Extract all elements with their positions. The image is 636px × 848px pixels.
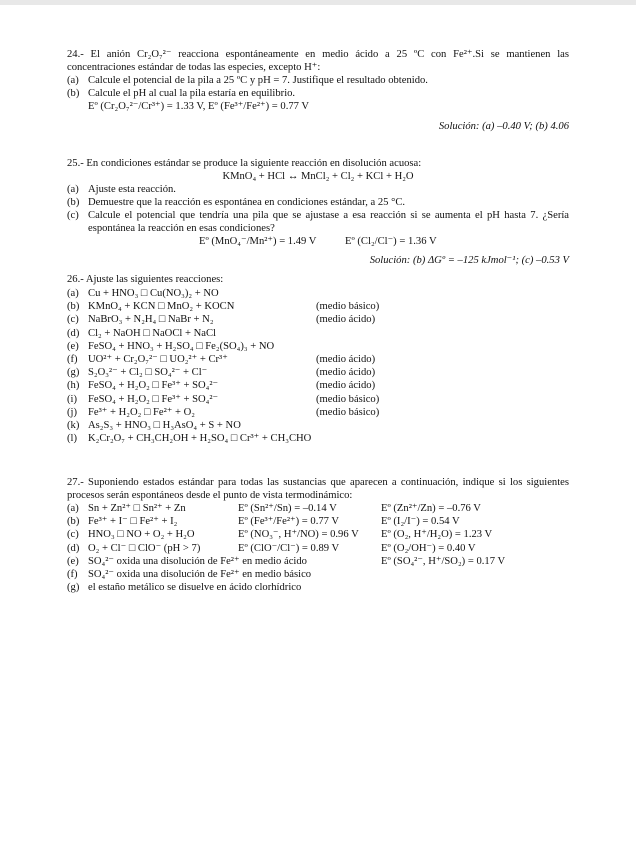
q25-b-text: Demuestre que la reacción es espontánea en condiciones estándar, a 25 °C. <box>88 197 406 208</box>
q27-item-label: (b) <box>67 516 80 528</box>
q27-item-label: (c) <box>67 529 79 541</box>
q25-c-text-line2: espontánea la reacción en esas condiciones? <box>88 223 275 234</box>
q27-item-potential-1: Eº (ClO⁻/Cl⁻) = 0.89 V <box>238 542 340 554</box>
q26-item-label: (a) <box>67 288 79 299</box>
q27-item-process: SO₄²⁻ oxida una disolución de Fe²⁺ en medio ácido <box>88 555 307 567</box>
q27-item-label: (a) <box>67 503 79 514</box>
q25-statement: 25.- En condiciones estándar se produce la siguiente reacción en disolución acuosa: <box>67 158 422 169</box>
q27-item-process: Fe³⁺ + I⁻ □ Fe²⁺ + I₂ <box>88 516 178 528</box>
q25-solution: Solución: (b) ΔGº = –125 kJmol⁻¹; (c) –0.53 V <box>369 255 569 266</box>
q25-data2: Eº (Cl₂/Cl⁻) = 1.36 V <box>345 236 437 247</box>
q27-item-potential-2: Eº (O₂/OH⁻) = 0.40 V <box>381 542 476 554</box>
q25-a-label: (a) <box>67 184 79 195</box>
q26-item-label: (c) <box>67 314 79 326</box>
q24-a-text: Calcule el potencial de la pila a 25 ºC y pH = 7. Justifique el resultado obtenido. <box>88 75 428 86</box>
q26-item-equation: KMnO₄ + KCN □ MnO₂ + KOCN <box>88 301 235 313</box>
q27-statement-line1: 27.- Suponiendo estados estándar para todas las sustancias que aparecen a continuación, indique si los siguientes <box>67 477 569 488</box>
q26-item-equation: Cl₂ + NaOH □ NaOCl + NaCl <box>88 327 216 339</box>
q26-item-medium: (medio ácido) <box>316 314 376 326</box>
q24-statement-line2: concentraciones estándar de todas las especies, excepto H⁺: <box>67 62 321 73</box>
q26-item-equation: K₂Cr₂O₇ + CH₃CH₂OH + H₂SO₄ □ Cr³⁺ + CH₃CHO <box>88 433 312 445</box>
q24-data: Eº (Cr₂O₇²⁻/Cr³⁺) = 1.33 V, Eº (Fe³⁺/Fe²⁺) = 0.77 V <box>88 101 310 112</box>
q27-item-potential-2: Eº (Zn²⁺/Zn) = –0.76 V <box>381 503 481 514</box>
q27-item-process: Sn + Zn²⁺ □ Sn²⁺ + Zn <box>88 503 186 514</box>
q25-c-text-line1: Calcule el potencial que tendría una pila que se ajustase a esa reacción si se aumenta el pH hasta 7. ¿Sería <box>88 210 569 221</box>
q26-item-label: (h) <box>67 380 80 392</box>
q26-item-label: (j) <box>67 406 77 418</box>
top-edge <box>0 0 636 5</box>
q24-statement-line1: 24.- El anión Cr₂O₇²⁻ reacciona espontáneamente en medio ácido a 25 ºC con Fe²⁺.Si se mantienen las <box>67 49 569 60</box>
q26-item-equation: S₂O₃²⁻ + Cl₂ □ SO₄²⁻ + Cl⁻ <box>88 367 208 379</box>
q26-title: 26.- Ajuste las siguientes reacciones: <box>67 274 224 285</box>
q27-item-potential-1: Eº (Sn²⁺/Sn) = –0.14 V <box>238 503 337 514</box>
q26-item-label: (b) <box>67 301 80 313</box>
q26-item-label: (i) <box>67 393 77 405</box>
q27-item-label: (g) <box>67 582 80 594</box>
q26-item-equation: NaBrO₃ + N₂H₄ □ NaBr + N₂ <box>88 314 214 326</box>
q25-a-text: Ajuste esta reacción. <box>88 184 176 195</box>
q26-item-equation: FeSO₄ + H₂O₂ □ Fe³⁺ + SO₄²⁻ <box>88 380 219 392</box>
q27-item-process: el estaño metálico se disuelve en ácido clorhídrico <box>88 582 302 594</box>
q25-reaction: KMnO₄ + HCl ↔ MnCl₂ + Cl₂ + KCl + H₂O <box>222 171 414 182</box>
q24-solution: Solución: (a) –0.40 V; (b) 4.06 <box>438 121 569 132</box>
q24-b-text: Calcule el pH al cual la pila estaría en equilibrio. <box>88 88 296 99</box>
q27-item-label: (e) <box>67 555 79 567</box>
q27-item-potential-1: Eº (Fe³⁺/Fe²⁺) = 0.77 V <box>238 516 340 528</box>
q26-item-label: (e) <box>67 340 79 352</box>
q27-item-process: HNO₃ □ NO + O₂ + H₂O <box>88 529 195 541</box>
q26-item-label: (k) <box>67 420 80 431</box>
q25-b-label: (b) <box>67 197 80 208</box>
q27-statement-line2: procesos serán espontáneos desde el punto de vista termodinámico: <box>67 490 353 501</box>
q26-item-label: (d) <box>67 327 80 339</box>
q27-item-potential-2: Eº (O₂, H⁺/H₂O) = 1.23 V <box>381 529 493 541</box>
q26-item-medium: (medio básico) <box>316 393 380 405</box>
q26-item-label: (g) <box>67 367 80 379</box>
q26-item-medium: (medio básico) <box>316 406 380 418</box>
q27-item-potential-2: Eº (I₂/I⁻) = 0.54 V <box>381 516 460 528</box>
q26-item-equation: Fe³⁺ + H₂O₂ □ Fe²⁺ + O₂ <box>88 406 195 418</box>
q26-item-medium: (medio ácido) <box>316 380 376 392</box>
q26-item-medium: (medio ácido) <box>316 367 376 379</box>
q27-item-label: (f) <box>67 569 78 580</box>
q26-item-label: (l) <box>67 433 77 445</box>
q26-item-equation: UO²⁺ + Cr₂O₇²⁻ □ UO₂²⁺ + Cr³⁺ <box>88 354 228 365</box>
q25-c-label: (c) <box>67 210 79 221</box>
q26-item-medium: (medio básico) <box>316 301 380 313</box>
q27-item-potential-1: Eº (NO₃⁻, H⁺/NO) = 0.96 V <box>238 529 359 541</box>
q26-item-label: (f) <box>67 354 78 365</box>
q27-item-process: O₂ + Cl⁻ □ ClO⁻ (pH > 7) <box>88 542 201 554</box>
q24-a-label: (a) <box>67 75 79 86</box>
q26-item-equation: FeSO₄ + HNO₃ + H₂SO₄ □ Fe₂(SO₄)₃ + NO <box>88 340 275 352</box>
q25-data1: Eº (MnO₄⁻/Mn²⁺) = 1.49 V <box>199 236 317 247</box>
q27-item-label: (d) <box>67 542 80 554</box>
q26-item-equation: FeSO₄ + H₂O₂ □ Fe³⁺ + SO₄²⁻ <box>88 393 219 405</box>
q26-item-equation: Cu + HNO₃ □ Cu(NO₃)₂ + NO <box>88 288 219 299</box>
q26-item-medium: (medio ácido) <box>316 354 376 365</box>
q26-item-equation: As₂S₃ + HNO₃ □ H₃AsO₄ + S + NO <box>88 420 241 431</box>
q27-item-process: SO₄²⁻ oxida una disolución de Fe²⁺ en medio básico <box>88 569 312 580</box>
q24-b-label: (b) <box>67 88 80 99</box>
q27-item-potential-2: Eº (SO₄²⁻, H⁺/SO₂) = 0.17 V <box>381 555 506 567</box>
